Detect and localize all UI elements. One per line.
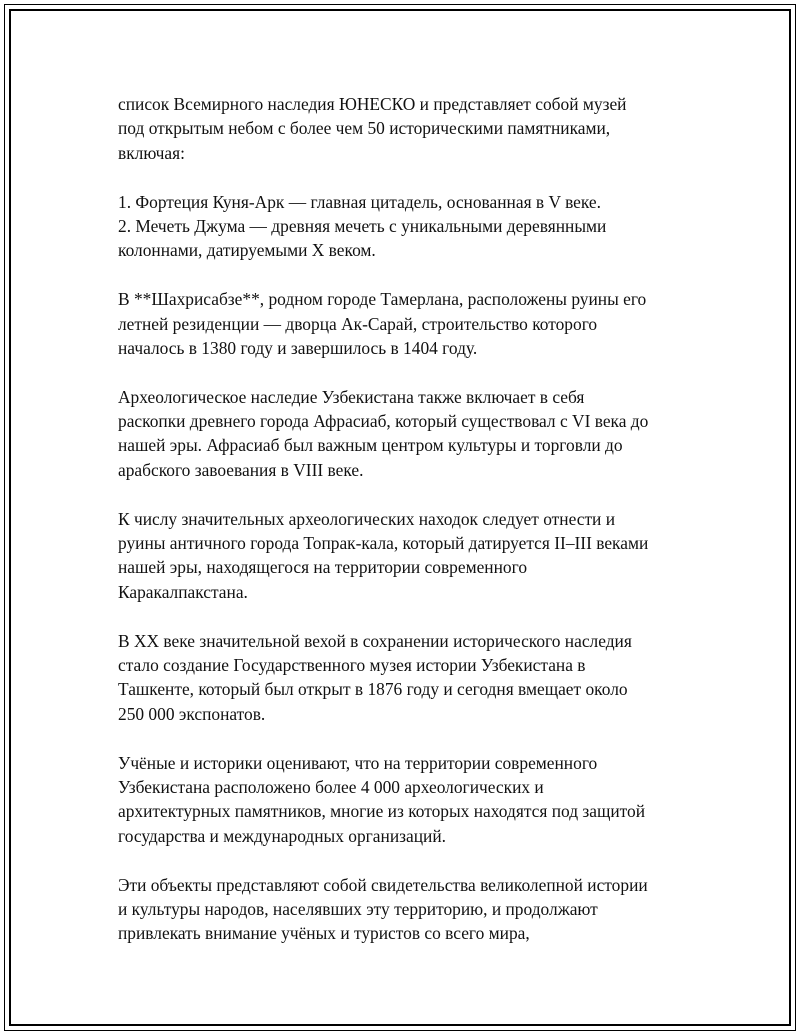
text-line: нашей эры. Афрасиаб был важным центром культуры и торговли до bbox=[118, 435, 623, 456]
text-line: 250 000 экспонатов. bbox=[118, 703, 266, 724]
text-line: под открытым небом с более чем 50 историческими памятниками, bbox=[118, 118, 611, 139]
text-line: стало создание Государственного музея истории Узбекистана в bbox=[118, 654, 586, 675]
text-line: началось в 1380 году и завершилось в 1404 году. bbox=[118, 337, 478, 358]
text-line: Эти объекты представляют собой свидетельства великолепной истории bbox=[118, 874, 648, 895]
text-line: колоннами, датируемыми X веком. bbox=[118, 240, 376, 261]
text-line: летней резиденции — дворца Ак-Сарай, строительство которого bbox=[118, 313, 598, 334]
document-body bbox=[118, 92, 718, 946]
text-line: арабского завоевания в VIII веке. bbox=[118, 459, 364, 480]
text-line: В **Шахрисабзе**, родном городе Тамерлана, расположены руины его bbox=[118, 289, 647, 310]
paragraph bbox=[118, 385, 718, 483]
paragraph-spacer bbox=[118, 360, 718, 384]
text-line: К числу значительных археологических находок следует отнести и bbox=[118, 508, 616, 529]
text-line: архитектурных памятников, многие из которых находятся под защитой bbox=[118, 801, 646, 822]
paragraph bbox=[118, 190, 718, 263]
text-line: включая: bbox=[118, 142, 185, 163]
text-line: В XX веке значительной вехой в сохранении исторического наследия bbox=[118, 630, 632, 651]
paragraph-spacer bbox=[118, 604, 718, 628]
text-line: руины античного города Топрак-кала, который датируется II–III веками bbox=[118, 533, 649, 554]
text-line: Каракалпакстана. bbox=[118, 581, 248, 602]
text-line: 2. Мечеть Джума — древняя мечеть с уникальными деревянными bbox=[118, 215, 607, 236]
paragraph bbox=[118, 873, 718, 946]
text-line: привлекать внимание учёных и туристов со всего мира, bbox=[118, 923, 530, 944]
text-line: Археологическое наследие Узбекистана также включает в себя bbox=[118, 386, 585, 407]
paragraph bbox=[118, 92, 718, 165]
paragraph bbox=[118, 507, 718, 605]
paragraph-spacer bbox=[118, 482, 718, 506]
text-line: Узбекистана расположено более 4 000 археологических и bbox=[118, 776, 544, 797]
paragraph-spacer bbox=[118, 165, 718, 189]
text-line: Ташкенте, который был открыт в 1876 году и сегодня вмещает около bbox=[118, 679, 628, 700]
paragraph-spacer bbox=[118, 848, 718, 872]
text-line: Учёные и историки оценивают, что на территории современного bbox=[118, 752, 598, 773]
paragraph bbox=[118, 629, 718, 727]
paragraph-spacer bbox=[118, 263, 718, 287]
text-line: и культуры народов, населявших эту территорию, и продолжают bbox=[118, 898, 598, 919]
text-line: раскопки древнего города Афрасиаб, который существовал с VI века до bbox=[118, 411, 649, 432]
text-line: нашей эры, находящегося на территории современного bbox=[118, 557, 528, 578]
paragraph bbox=[118, 751, 718, 849]
text-line: список Всемирного наследия ЮНЕСКО и представляет собой музей bbox=[118, 94, 627, 114]
paragraph bbox=[118, 287, 718, 360]
text-line: государства и международных организаций. bbox=[118, 825, 446, 846]
text-line: 1. Фортеция Куня-Арк — главная цитадель, основанная в V веке. bbox=[118, 191, 601, 212]
paragraph-spacer bbox=[118, 726, 718, 750]
